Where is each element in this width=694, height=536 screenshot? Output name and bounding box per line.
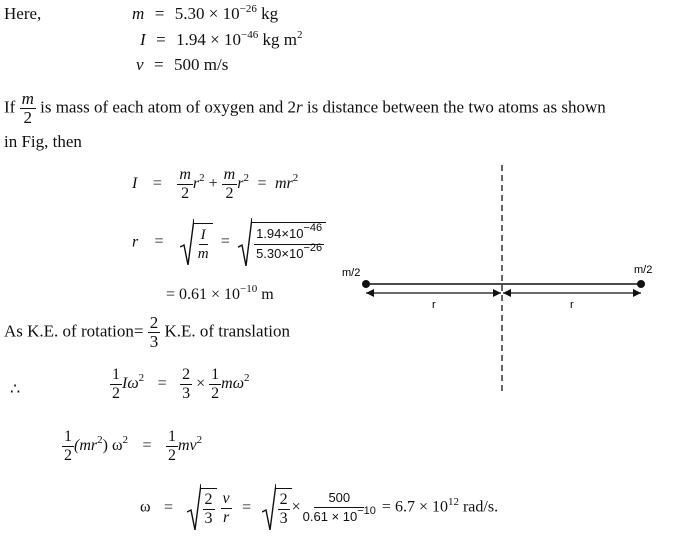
intro-line-2: in Fig, then (4, 132, 82, 151)
v-value: 500 m/s (174, 55, 229, 74)
intro-text-2: is distance between the two atoms as shown (306, 97, 606, 117)
m-value: 5.30 × 10 (174, 4, 240, 23)
mid-arrow-head-left (493, 289, 501, 297)
I-exponent: −46 (241, 29, 259, 41)
m-exponent: −26 (239, 3, 257, 15)
equation-omega-1: $\frac{1}{2}$ $I\omega^2$ = $\frac{2}{3}$ × $\frac{1}{2}$ $m\omega^2$ (112, 366, 250, 402)
I-value: 1.94 × 10 (176, 30, 242, 49)
left-r-label: r (432, 299, 436, 311)
I-unit: kg m (262, 30, 297, 49)
here-label: Here, (4, 4, 42, 23)
right-arrow-head (633, 289, 641, 297)
right-mass-label: m/2 (634, 264, 653, 276)
intro-text-1: is mass of each atom of oxygen and 2 (40, 97, 296, 117)
v-symbol: v (136, 55, 144, 74)
equation-omega-2: $\frac{1}{2}$ $(mr^2) \omega^2$ = $\frac{1}{2}$ $mv^2$ (64, 428, 203, 464)
m-unit: kg (261, 4, 279, 23)
m-symbol: m (132, 4, 145, 23)
left-arrow-head (366, 289, 374, 297)
given-m: $m = 5.30 \times 10^{-26}$ kg (132, 3, 279, 23)
left-mass-label: m/2 (342, 267, 361, 279)
ke-sentence: As K.E. of rotation= $\frac{2}{3}$ K.E. of translation (4, 313, 291, 351)
right-atom (637, 280, 645, 288)
equation-I: I = $\frac{m}{2}$ $r^2$ + $\frac{m}{2}$ $r^2 = mr^2$ (132, 166, 299, 202)
equation-omega-3: ω = $\frac{2}{3}$ $\frac{v}{r}$ = $\frac{2}{3}$ × $\frac{500}{0.61 \times 10^{-10}}$ = $6.7 \times 10^{12}$ rad/s. (140, 488, 498, 528)
given-I: $I = 1.94 \times 10^{-46}$ kg $m^2$ (140, 29, 303, 49)
given-v: v = 500 m/s (136, 55, 229, 74)
sqrt-I-over-m: $\frac{I}{m}$ (180, 223, 213, 263)
therefore-symbol: ∴ (10, 381, 21, 398)
intro-fraction: $\frac{m}{2}$ (21, 89, 34, 127)
I-unit-exponent: 2 (296, 29, 303, 41)
intro-if: If (4, 97, 16, 117)
mid-arrow-head-right (503, 289, 511, 297)
intro-r: r (296, 97, 303, 117)
r-result: = $0.61 \times 10^{-10}$ m (166, 283, 274, 303)
left-atom (362, 280, 370, 288)
right-r-label: r (570, 299, 574, 311)
I-symbol: I (140, 30, 146, 49)
equation-r: r = $\frac{I}{m}$ = $\frac{1.94\times 10^{-46}}{5.30\times 10^{-26}}$ (132, 222, 326, 264)
sqrt-numeric: $\frac{1.94\times 10^{-46}}{5.30\times 10^{-26}}$ (238, 222, 326, 264)
